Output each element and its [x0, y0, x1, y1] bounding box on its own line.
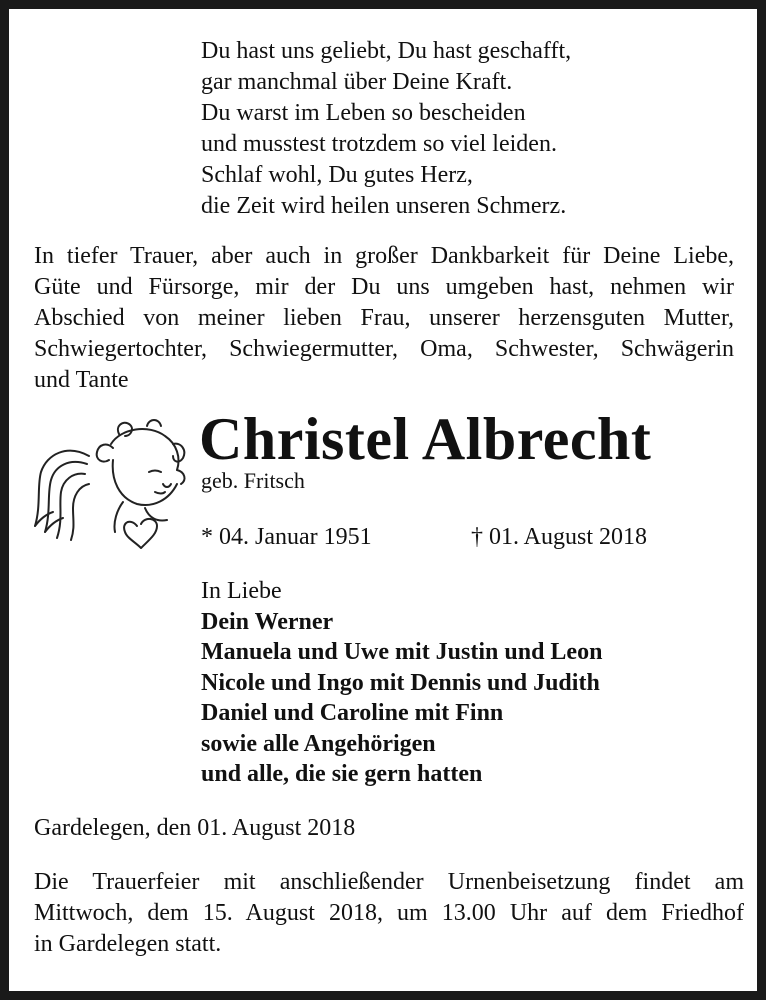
mourner-line: Dein Werner [201, 608, 334, 635]
mourner-line: Nicole und Ingo mit Dennis und Judith [201, 669, 600, 696]
poem-line: und musstest trotzdem so viel leiden. [201, 131, 557, 157]
intro-text [34, 241, 734, 396]
mourners-list [201, 576, 602, 790]
mourner-line: Manuela und Uwe mit Justin und Leon [201, 639, 603, 665]
intro-line: In tiefer Trauer, aber auch in großer Dankbarkeit für Deine Liebe, [34, 243, 734, 269]
mourner-line: sowie alle Angehörigen [201, 730, 436, 757]
mourners-heading: In Liebe [201, 578, 282, 604]
poem-line: Schlaf wohl, Du gutes Herz, [201, 162, 473, 188]
intro-line: Güte und Fürsorge, mir der Du uns umgeben hast, nehmen wir [34, 274, 734, 300]
deceased-name: Christel Albrecht [199, 406, 652, 472]
memorial-poem [201, 36, 571, 222]
place-and-date: Gardelegen, den 01. August 2018 [34, 815, 356, 841]
death-date: † 01. August 2018 [471, 524, 648, 550]
poem-line: gar manchmal über Deine Kraft. [201, 69, 513, 95]
service-line: Mittwoch, dem 15. August 2018, um 13.00 Uhr auf dem Friedhof [34, 900, 744, 926]
obituary-notice [9, 9, 757, 991]
service-line: in Gardelegen statt. [34, 931, 222, 957]
intro-line: und Tante [34, 367, 129, 393]
mourner-line: und alle, die sie gern hatten [201, 761, 483, 787]
intro-line: Abschied von meiner lieben Frau, unserer herzensguten Mutter, [34, 305, 734, 331]
maiden-name: geb. Fritsch [201, 468, 305, 493]
poem-line: die Zeit wird heilen unseren Schmerz. [201, 193, 567, 219]
service-line: Die Trauerfeier mit anschließender Urnenbeisetzung findet am [34, 869, 744, 895]
birth-date: * 04. Januar 1951 [201, 524, 372, 550]
intro-line: Schwiegertochter, Schwiegermutter, Oma, Schwester, Schwägerin [34, 336, 734, 362]
poem-line: Du hast uns geliebt, Du hast geschafft, [201, 38, 572, 64]
poem-line: Du warst im Leben so bescheiden [201, 100, 526, 126]
mourner-line: Daniel und Caroline mit Finn [201, 700, 504, 726]
angel-with-heart-icon [27, 414, 187, 554]
funeral-service-info [34, 867, 744, 960]
